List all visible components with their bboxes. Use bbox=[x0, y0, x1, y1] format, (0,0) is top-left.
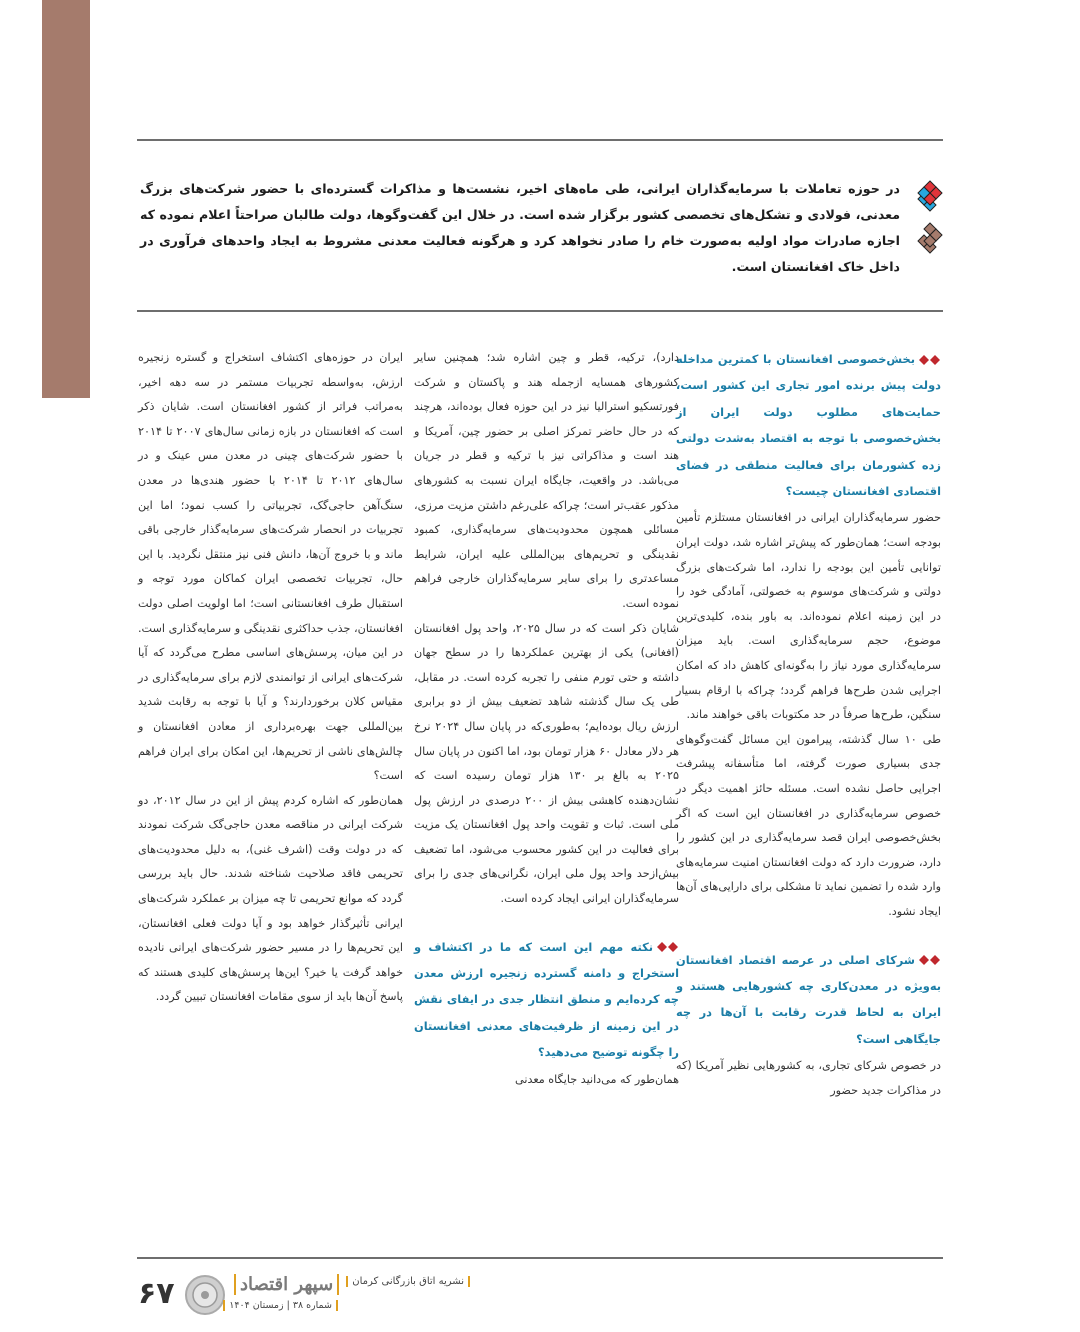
page-number: ۶۷ bbox=[138, 1276, 175, 1311]
page-footer bbox=[136, 1272, 466, 1322]
blue-red-diamond-cluster-icon bbox=[916, 180, 944, 214]
answer-paragraph: در خصوص شرکای تجاری، به کشورهایی نظیر آمریکا (که در مذاکرات جدید حضور bbox=[676, 1059, 941, 1097]
body-paragraph: شایان ذکر است که در سال ۲۰۲۵، واحد پول افغانستان (افغانی) یکی از بهترین عملکردها را در سطح جهان داشته و حتی تورم منفی را تجربه کرده است. در مقابل، طی یک سال گذشته شاهد تضعیف بیش از دو برابری ارزش ریال بوده‌ایم؛ به‌طوری‌که در پایان سال ۲۰۲۴ نرخ هر دلار معادل ۶۰ هزار تومان بود، اما اکنون در پایان سال ۲۰۲۵ به بالغ بر ۱۳۰ هزار تومان رسیده است که نشان‌دهنده کاهشی بیش از ۲۰۰ درصدی در ارزش پول ملی است. ثبات و تقویت واحد پول افغانستان یک مزیت برای فعالیت در این کشور محسوب می‌شود، اما تضعیف بیش‌ازحد واحد پول ملی ایران، نگرانی‌های جدی را برای سرمایه‌گذاران ایرانی ایجاد کرده است. bbox=[414, 621, 680, 906]
top-divider bbox=[137, 139, 943, 141]
publisher-name: نشریه اتاق بازرگانی کرمان bbox=[346, 1276, 470, 1287]
magazine-masthead bbox=[230, 1274, 470, 1318]
red-diamond-bullet-icon bbox=[919, 955, 941, 965]
answer-paragraph: حضور سرمایه‌گذاران ایرانی در افغانستان مستلزم تأمین بودجه است؛ همان‌طور که پیش‌تر اشاره شد، دولت ایران توانایی تأمین این بودجه را ندارد، اما شرکت‌های بزرگ دولتی و شرکت‌های موسوم به خصولتی، آمادگی خود را در این زمینه اعلام نموده‌اند. به باور بنده، کلیدی‌ترین موضوع، حجم سرمایه‌گذاری است. باید میزان سرمایه‌گذاری مورد نیاز را به‌گونه‌ای کاهش داد که امکان اجرایی شدن طرح‌ها فراهم گردد؛ چراکه با ارقام بسیار سنگین، طرح‌ها صرفاً در حد مکتوبات باقی خواهند ماند. bbox=[676, 511, 941, 722]
body-paragraph: ایران در حوزه‌های اکتشاف استخراج و گستره زنجیره ارزش، به‌واسطه تجربیات مستمر در سه دهه اخیر، به‌مراتب فراتر از کشور افغانستان است. شایان ذکر است که افغانستان در بازه زمانی سال‌های ۲۰۰۷ تا ۲۰۱۴ با حضور شرکت‌های چینی در معدن مس عینک و در سال‌های ۲۰۱۲ تا ۲۰۱۴ با حضور هندی‌ها در معدن سنگ‌آهن حاجی‌گک، تجربیاتی را کسب نمود؛ اما این تجربیات در انحصار شرکت‌های سرمایه‌گذار خارجی باقی ماند و با خروج آن‌ها، دانش فنی نیز منتقل نگردید. با این حال، تجربیات تخصصی ایران کماکان مورد توجه و استقبال طرف افغانستانی است؛ اما اولویت اصلی دولت افغانستان، جذب حداکثری نقدینگی و سرمایه‌گذاری است. در این میان، پرسش‌های اساسی مطرح می‌گردد که آیا شرکت‌های ایرانی از توانمندی لازم برای سرمایه‌گذاری در مقیاس کلان برخوردارند؟ و آیا با توجه به رقابت شدید بین‌المللی جهت بهره‌برداری از معادن افغانستان و چالش‌های ناشی از تحریم‌ها، این امکان برای ایران فراهم است؟ bbox=[138, 351, 404, 783]
column-right bbox=[676, 346, 941, 1103]
question-heading bbox=[676, 346, 941, 504]
question-text: نکته مهم این است که ما در اکتشاف و استخراج و دامنه گسترده زنجیره ارزش معدن چه کرده‌ایم و منطق انتظار جدی در ایفای نقش در این زمینه از ظرفیت‌های معدنی افغانستان را چگونه توضیح می‌دهید؟ bbox=[414, 939, 679, 1060]
red-diamond-bullet-icon bbox=[919, 355, 941, 365]
lead-paragraph: در حوزه تعاملات با سرمایه‌گذاران ایرانی، طی ماه‌های اخیر، نشست‌ها و مذاکرات گسترده‌ای با حضور شرکت‌های بزرگ معدنی، فولادی و تشکل‌های تخصصی کشور برگزار شده است. در خلال این گفت‌وگوها، دولت طالبان صراحتاً اعلام نموده که اجازه صادرات مواد اولیه به‌صورت خام را صادر نخواهد کرد و هرگونه فعالیت معدنی مشروط به ایجاد واحدهای فرآوری در داخل خاک افغانستان است. bbox=[140, 181, 900, 274]
body-paragraph: همان‌طور که می‌دانید جایگاه معدنی bbox=[515, 1072, 679, 1086]
footer-divider bbox=[137, 1257, 943, 1259]
issue-info: شماره ۳۸ | زمستان ۱۴۰۴ bbox=[223, 1300, 338, 1311]
question-text: شرکای اصلی در عرصه اقتصاد افغانستان به‌ویژه در معدن‌کاری چه کشورهایی هستند و ایران به لحاظ قدرت رقابت با آن‌ها در چه جایگاهی است؟ bbox=[676, 952, 941, 1046]
question-heading bbox=[676, 947, 941, 1053]
question-heading bbox=[414, 934, 679, 1066]
column-left bbox=[138, 346, 403, 1010]
section-divider bbox=[137, 310, 943, 312]
question-text: بخش‌خصوصی افغانستان با کمترین مداخله دولت پیش برنده امور تجاری این کشور است، حمایت‌های مطلوب دولت ایران از بخش‌خصوصی با توجه به اقتصاد به‌شدت دولتی زده کشورمان برای فعالیت منطقی در فضای اقتصادی افغانستان چیست؟ bbox=[676, 352, 941, 499]
brown-diamond-cluster-icon bbox=[916, 222, 944, 256]
accent-side-bar bbox=[42, 0, 90, 398]
body-paragraph: همان‌طور که اشاره کردم پیش از این در سال ۲۰۱۲، دو شرکت ایرانی در مناقصه معدن حاجی‌گک شرکت نمودند که در دولت وقت (اشرف غنی)، به دلیل محدودیت‌های تحریمی فاقد صلاحیت شناخته شدند. حال باید بررسی گردد که موانع تحریمی تا چه میزان بر عملکرد شرکت‌های ایرانی تأثیرگذار خواهد بود و آیا دولت فعلی افغانستان، این تحریم‌ها را در مسیر حضور شرکت‌های ایرانی نادیده خواهد گرفت یا خیر؟ این‌ها پرسش‌های کلیدی هستند که پاسخ آن‌ها باید از سوی مقامات افغانستان تبیین گردد. bbox=[138, 793, 403, 1004]
column-middle bbox=[414, 346, 679, 1092]
chamber-of-commerce-seal-icon bbox=[184, 1274, 226, 1316]
answer-paragraph: طی ۱۰ سال گذشته، پیرامون این مسائل گفت‌وگوهای جدی بسیاری صورت گرفته، اما متأسفانه پیشرفت اجرایی حاصل نشده است. مسئله حائز اهمیت دیگر در خصوص سرمایه‌گذاری در افغانستان این است که اگر بخش‌خصوصی ایران قصد سرمایه‌گذاری در این کشور را دارد، ضرورت دارد که دولت افغانستان امنیت سرمایه‌های وارد شده را تضمین نماید تا مشکلی برای دارایی‌های آن‌ها ایجاد نشود. bbox=[676, 732, 941, 918]
body-paragraph: دارد)، ترکیه، قطر و چین اشاره شد؛ همچنین سایر کشورهای همسایه ازجمله هند و پاکستان و شرکت فورتسکیو استرالیا نیز در این حوزه فعال بوده‌اند، هرچند که در حال حاضر تمرکز اصلی بر حضور چین، آمریکا و هند است و مذاکراتی نیز با ترکیه و قطر در جریان می‌باشد. در واقعیت، جایگاه ایران نسبت به کشورهای مذکور عقب‌تر است؛ چراکه علی‌رغم داشتن مزیت مرزی، مسائلی همچون محدودیت‌های سرمایه‌گذاری، کمبود نقدینگی و تحریم‌های بین‌المللی علیه ایران، شرایط مساعدتری را برای سایر سرمایه‌گذاران خارجی فراهم نموده است. bbox=[414, 351, 679, 610]
red-diamond-bullet-icon bbox=[657, 942, 679, 952]
magazine-logo: سپهر اقتصاد bbox=[234, 1274, 339, 1295]
